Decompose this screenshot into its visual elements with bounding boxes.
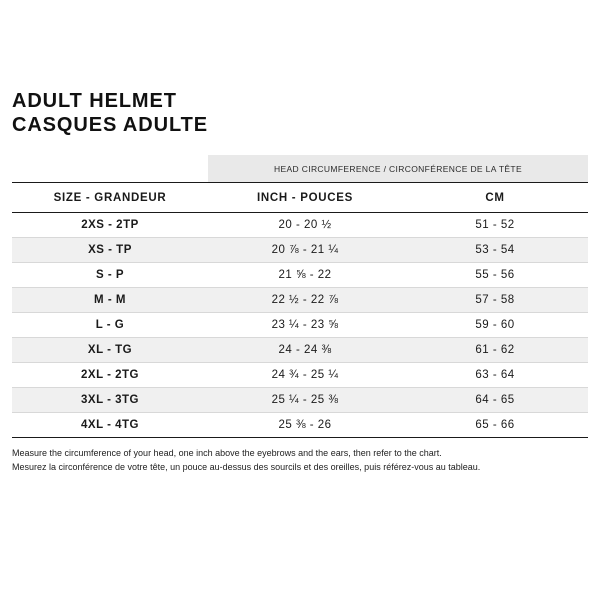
table-row bbox=[12, 338, 588, 363]
cell-inch: 24 ¾ - 25 ¼ bbox=[208, 363, 402, 388]
cell-cm: 53 - 54 bbox=[402, 238, 588, 263]
page-title bbox=[12, 90, 588, 137]
cell-inch: 25 ¼ - 25 ⅜ bbox=[208, 388, 402, 413]
cell-inch: 20 ⅞ - 21 ¼ bbox=[208, 238, 402, 263]
table-row bbox=[12, 313, 588, 338]
title-english: ADULT HELMET bbox=[12, 90, 177, 112]
cell-inch: 23 ¼ - 23 ⅝ bbox=[208, 313, 402, 338]
note-french: Mesurez la circonférence de votre tête, un pouce au-dessus des sourcils et des oreilles, puis référez-vous au tableau. bbox=[12, 461, 481, 472]
table-row bbox=[12, 388, 588, 413]
table-row bbox=[12, 413, 588, 438]
cell-inch: 20 - 20 ½ bbox=[208, 213, 402, 238]
cell-size: XL - TG bbox=[12, 338, 208, 363]
cell-cm: 57 - 58 bbox=[402, 288, 588, 313]
note-english: Measure the circumference of your head, one inch above the eyebrows and the ears, then refer to the chart. bbox=[12, 448, 442, 459]
cell-size: L - G bbox=[12, 313, 208, 338]
column-header-cm: CM bbox=[402, 183, 588, 213]
cell-cm: 51 - 52 bbox=[402, 213, 588, 238]
cell-size: 4XL - 4TG bbox=[12, 413, 208, 438]
table-group-header-row bbox=[12, 155, 588, 183]
cell-size: XS - TP bbox=[12, 238, 208, 263]
cell-size: 3XL - 3TG bbox=[12, 388, 208, 413]
cell-cm: 61 - 62 bbox=[402, 338, 588, 363]
table-row bbox=[12, 213, 588, 238]
table-row bbox=[12, 363, 588, 388]
group-header-circumference: HEAD CIRCUMFERENCE / CIRCONFÉRENCE DE LA TÊTE bbox=[208, 155, 588, 183]
cell-cm: 63 - 64 bbox=[402, 363, 588, 388]
cell-cm: 65 - 66 bbox=[402, 413, 588, 438]
cell-inch: 25 ⅜ - 26 bbox=[208, 413, 402, 438]
cell-size: 2XL - 2TG bbox=[12, 363, 208, 388]
table-column-header-row bbox=[12, 183, 588, 213]
column-header-inch: INCH - POUCES bbox=[208, 183, 402, 213]
column-header-size: SIZE - GRANDEUR bbox=[12, 183, 208, 213]
group-header-spacer bbox=[12, 155, 208, 183]
size-chart-table bbox=[12, 155, 588, 438]
cell-inch: 24 - 24 ⅜ bbox=[208, 338, 402, 363]
table-row bbox=[12, 263, 588, 288]
table-row bbox=[12, 288, 588, 313]
cell-size: M - M bbox=[12, 288, 208, 313]
cell-cm: 59 - 60 bbox=[402, 313, 588, 338]
cell-size: 2XS - 2TP bbox=[12, 213, 208, 238]
cell-cm: 55 - 56 bbox=[402, 263, 588, 288]
cell-size: S - P bbox=[12, 263, 208, 288]
cell-inch: 22 ½ - 22 ⅞ bbox=[208, 288, 402, 313]
table-row bbox=[12, 238, 588, 263]
cell-cm: 64 - 65 bbox=[402, 388, 588, 413]
measurement-notes bbox=[12, 447, 588, 474]
cell-inch: 21 ⅝ - 22 bbox=[208, 263, 402, 288]
title-french: CASQUES ADULTE bbox=[12, 113, 208, 136]
